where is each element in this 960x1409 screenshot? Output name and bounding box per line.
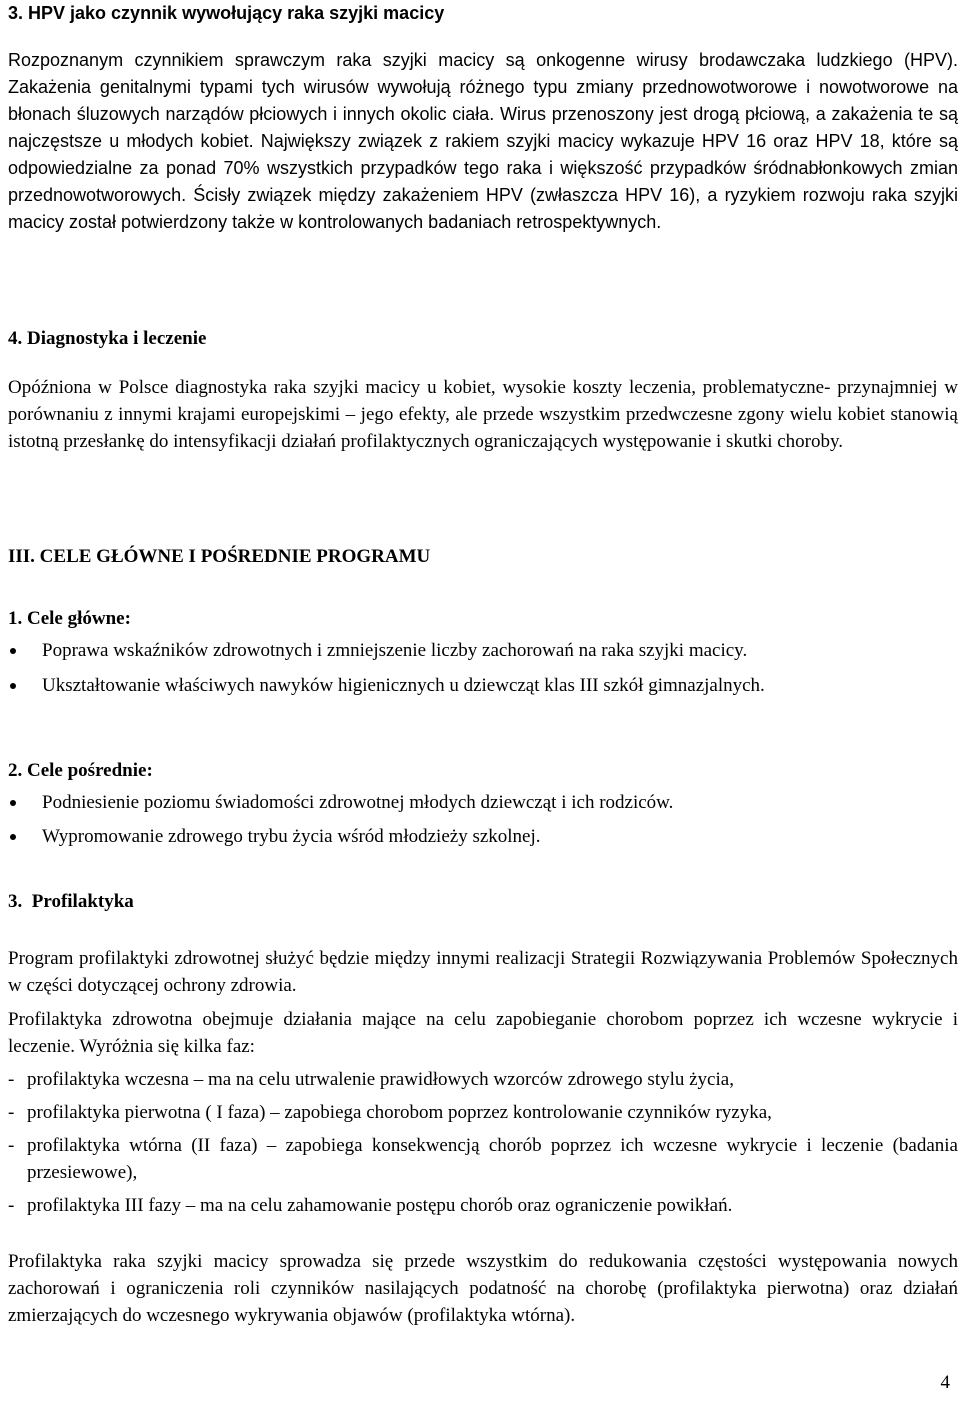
- main-goal-text: Poprawa wskaźników zdrowotnych i zmniejszenie liczby zachorowań na raka szyjki macicy.: [42, 640, 748, 661]
- bullet-icon: [10, 800, 16, 806]
- dash-marker: -: [8, 1195, 15, 1216]
- prevention-paragraph-1: Program profilaktyki zdrowotnej służyć będzie między innymi realizacji Strategii Rozwiązywania Problemów Społecznych w części dotyczącej ochrony zdrowia.: [8, 948, 958, 996]
- intermediate-goal-text: Podniesienie poziomu świadomości zdrowotnej młodych dziewcząt i ich rodziców.: [42, 792, 674, 813]
- section-4-heading: 4. Diagnostyka i leczenie: [8, 328, 207, 349]
- list-item: [8, 1192, 958, 1219]
- intermediate-goal-text: Wypromowanie zdrowego trybu życia wśród młodzieży szkolnej.: [42, 826, 541, 847]
- bullet-icon: [10, 834, 16, 840]
- list-item: [8, 672, 958, 699]
- prevention-heading: 3. Profilaktyka: [8, 891, 134, 912]
- bullet-icon: [10, 648, 16, 654]
- phase-text: profilaktyka wtórna (II faza) – zapobiega konsekwencją chorób poprzez ich wczesne wykrycie i leczenie (badania przesiewowe),: [27, 1135, 958, 1183]
- list-item: [8, 1099, 958, 1126]
- list-item: [8, 1066, 958, 1093]
- list-item: [8, 823, 958, 850]
- dash-marker: -: [8, 1135, 15, 1156]
- section-4-paragraph: Opóźniona w Polsce diagnostyka raka szyjki macicy u kobiet, wysokie koszty leczenia, problematyczne- przynajmniej w porównaniu z innymi krajami europejskimi – jego efekty, ale przede wszystkim przedwczesne zgony wielu kobiet stanowią istotną przesłankę do intensyfikacji działań profilaktycznych ograniczających występowanie i skutki choroby.: [8, 377, 958, 452]
- phase-text: profilaktyka III fazy – ma na celu zahamowanie postępu chorób oraz ograniczenie powikłań.: [27, 1195, 733, 1216]
- intermediate-goals-list: [8, 789, 958, 850]
- bullet-icon: [10, 683, 16, 689]
- prevention-paragraph-2: Profilaktyka zdrowotna obejmuje działania mające na celu zapobieganie chorobom poprzez ich wczesne wykrycie i leczenie. Wyróżnia się kilka faz:: [8, 1009, 958, 1057]
- main-goals-heading: 1. Cele główne:: [8, 608, 131, 629]
- phase-text: profilaktyka pierwotna ( I faza) – zapobiega chorobom poprzez kontrolowanie czynników ryzyka,: [27, 1102, 772, 1123]
- main-goals-list: [8, 637, 958, 699]
- list-item: [8, 789, 958, 823]
- prevention-paragraph-3: Profilaktyka raka szyjki macicy sprowadza się przede wszystkim do redukowania częstości występowania nowych zachorowań i ograniczenia roli czynników nasilających podatność na chorobę (profilaktyka pierwotna) oraz działań zmierzających do wczesnego wykrywania objawów (profilaktyka wtórna).: [8, 1251, 958, 1326]
- prevention-phases-list: [8, 1066, 958, 1219]
- list-item: [8, 637, 958, 672]
- section-III-heading: III. CELE GŁÓWNE I POŚREDNIE PROGRAMU: [8, 546, 431, 567]
- dash-marker: -: [8, 1069, 15, 1090]
- page-number: 4: [940, 1372, 950, 1393]
- intermediate-goals-heading: 2. Cele pośrednie:: [8, 760, 153, 781]
- section-3-heading: 3. HPV jako czynnik wywołujący raka szyjki macicy: [8, 3, 445, 23]
- phase-text: profilaktyka wczesna – ma na celu utrwalenie prawidłowych wzorców zdrowego stylu życia,: [27, 1069, 734, 1090]
- dash-marker: -: [8, 1102, 15, 1123]
- section-3-paragraph: Rozpoznanym czynnikiem sprawczym raka szyjki macicy są onkogenne wirusy brodawczaka ludzkiego (HPV). Zakażenia genitalnymi typami tych wirusów wywołują różnego typu zmiany przednowotworowe i nowotworowe na błonach śluzowych narządów płciowych i innych okolic ciała. Wirus przenoszony jest drogą płciową, a zakażenia te są najczęstsze u młodych kobiet. Największy związek z rakiem szyjki macicy wykazuje HPV 16 oraz HPV 18, które są odpowiedzialne za ponad 70% wszystkich przypadków tego raka i większość przypadków śródnabłonkowych zmian przednowotworowych. Ścisły związek między zakażeniem HPV (zwłaszcza HPV 16), a ryzykiem rozwoju raka szyjki macicy został potwierdzony także w kontrolowanych badaniach retrospektywnych.: [8, 50, 958, 232]
- list-item: [8, 1132, 958, 1186]
- main-goal-text: Ukształtowanie właściwych nawyków higienicznych u dziewcząt klas III szkół gimnazjalnych.: [42, 675, 765, 696]
